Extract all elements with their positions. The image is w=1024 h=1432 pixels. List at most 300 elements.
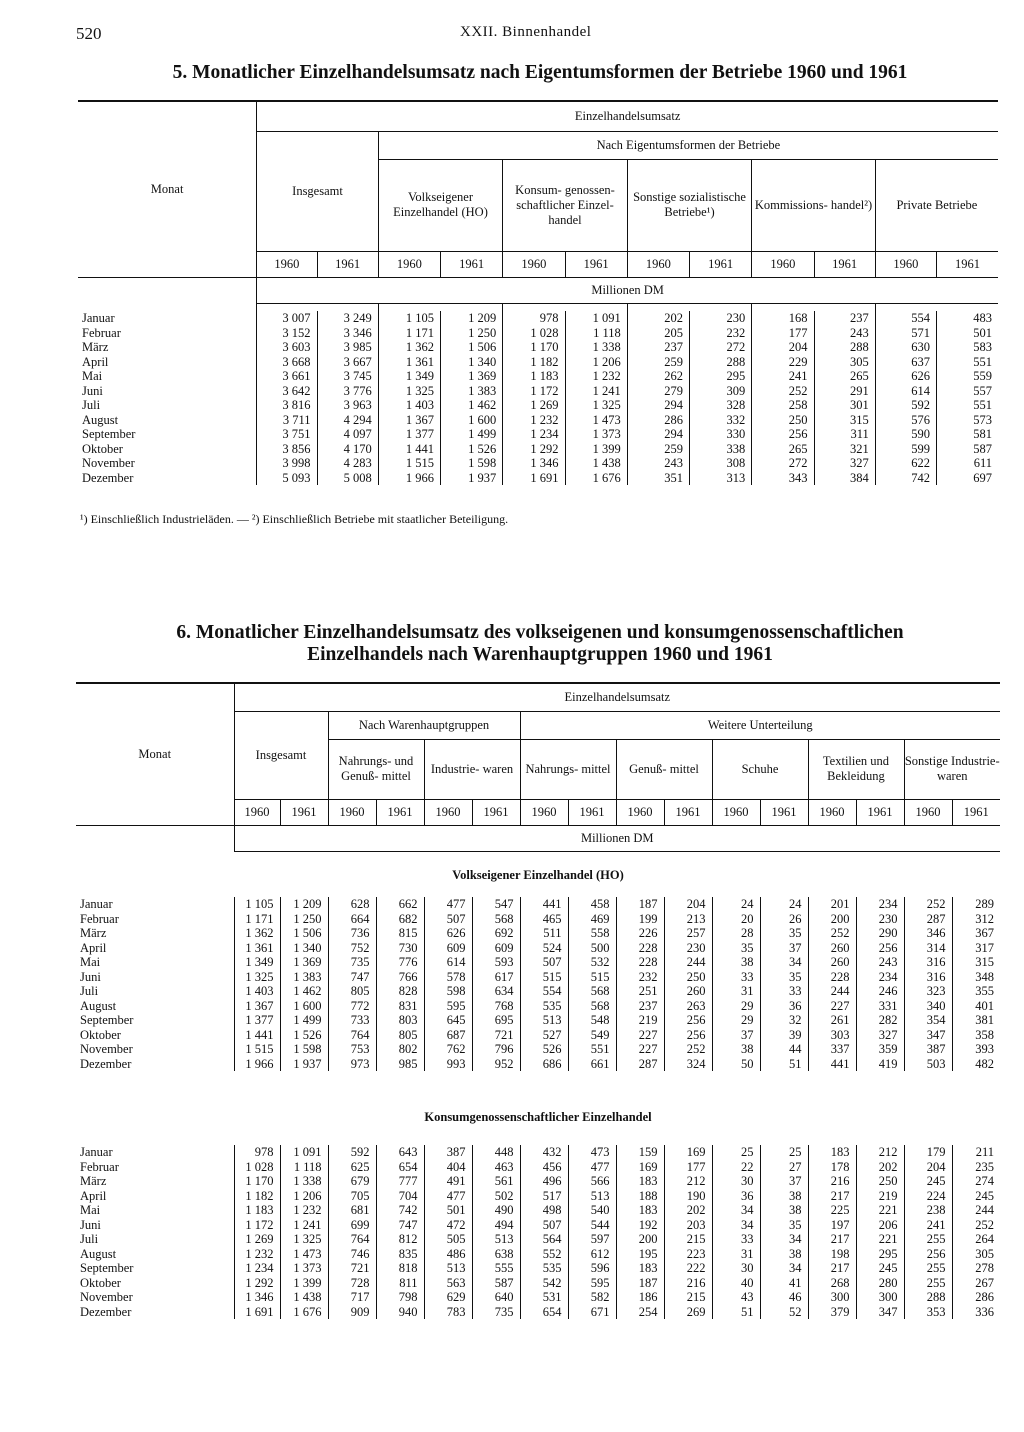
t6-year: 1961 xyxy=(376,799,424,825)
data-cell: 526 xyxy=(520,1042,568,1057)
data-cell: 346 xyxy=(904,926,952,941)
data-cell: 227 xyxy=(808,999,856,1014)
data-cell: 274 xyxy=(975,1174,995,1189)
data-cell: 578 xyxy=(424,970,472,985)
data-cell: 303 xyxy=(808,1028,856,1043)
data-cell: 1 171 xyxy=(234,912,280,927)
data-cell: 507 xyxy=(424,912,472,927)
data-cell: 159 xyxy=(616,1145,664,1160)
data-cell: 232 xyxy=(616,970,664,985)
data-cell: 245 xyxy=(975,1188,995,1203)
data-cell: 513 xyxy=(568,1189,616,1204)
table-row xyxy=(76,1232,1000,1247)
data-cell: 1 399 xyxy=(280,1276,328,1291)
data-cell: 1 600 xyxy=(280,999,328,1014)
month-label: Oktober xyxy=(80,1027,121,1042)
t6-year: 1960 xyxy=(808,799,856,825)
data-cell: 1 506 xyxy=(280,926,328,941)
month-label: August xyxy=(82,412,119,427)
data-cell: 634 xyxy=(472,984,520,999)
data-cell: 36 xyxy=(760,999,808,1014)
data-cell: 38 xyxy=(712,955,760,970)
data-cell: 250 xyxy=(664,970,712,985)
table-row xyxy=(78,456,998,471)
t6-year: 1960 xyxy=(712,799,760,825)
month-label: Februar xyxy=(80,911,119,926)
data-cell: 736 xyxy=(328,926,376,941)
data-cell: 697 xyxy=(973,470,992,485)
section-heading-konsum: Konsumgenossenschaftlicher Einzelhandel xyxy=(424,1109,652,1124)
table-row xyxy=(76,970,1000,985)
t5-header-ho: Volkseigener Einzelhandel (HO) xyxy=(378,159,503,251)
data-cell: 33 xyxy=(760,984,808,999)
data-cell: 573 xyxy=(973,412,992,427)
data-cell: 30 xyxy=(712,1261,760,1276)
data-cell: 309 xyxy=(690,384,752,399)
data-cell: 39 xyxy=(760,1028,808,1043)
data-cell: 38 xyxy=(712,1042,760,1057)
data-cell: 551 xyxy=(973,398,992,413)
data-cell: 288 xyxy=(904,1290,952,1305)
data-cell: 347 xyxy=(856,1305,904,1320)
month-label: März xyxy=(80,926,107,941)
data-cell: 1 340 xyxy=(280,941,328,956)
data-cell: 705 xyxy=(328,1189,376,1204)
data-cell: 3 985 xyxy=(317,340,378,355)
data-cell: 985 xyxy=(376,1057,424,1072)
data-cell: 347 xyxy=(904,1028,952,1043)
data-cell: 206 xyxy=(856,1218,904,1233)
data-cell: 37 xyxy=(712,1028,760,1043)
data-cell: 300 xyxy=(856,1290,904,1305)
data-cell: 312 xyxy=(975,911,995,926)
t6-body xyxy=(76,851,1000,1319)
data-cell: 177 xyxy=(752,326,814,341)
data-cell: 1 232 xyxy=(503,413,565,428)
data-cell: 592 xyxy=(875,398,936,413)
data-cell: 291 xyxy=(814,384,875,399)
data-cell: 226 xyxy=(616,926,664,941)
data-cell: 1 373 xyxy=(565,427,627,442)
data-cell: 30 xyxy=(712,1174,760,1189)
data-cell: 517 xyxy=(520,1189,568,1204)
data-cell: 835 xyxy=(376,1247,424,1262)
table-row xyxy=(76,912,1000,927)
data-cell: 3 816 xyxy=(257,398,317,413)
data-cell: 1 676 xyxy=(280,1305,328,1320)
data-cell: 818 xyxy=(376,1261,424,1276)
data-cell: 717 xyxy=(328,1290,376,1305)
data-cell: 1 462 xyxy=(280,984,328,999)
table6 xyxy=(76,682,1000,1319)
data-cell: 805 xyxy=(328,984,376,999)
data-cell: 241 xyxy=(752,369,814,384)
data-cell: 811 xyxy=(376,1276,424,1291)
data-cell: 404 xyxy=(424,1160,472,1175)
table-row xyxy=(76,1057,1000,1072)
data-cell: 261 xyxy=(808,1013,856,1028)
data-cell: 202 xyxy=(627,311,689,326)
table-row xyxy=(78,340,998,355)
data-cell: 311 xyxy=(814,427,875,442)
data-cell: 33 xyxy=(712,1232,760,1247)
data-cell: 35 xyxy=(760,926,808,941)
t5-header-kommission: Kommissions- handel²) xyxy=(752,159,876,251)
data-cell: 4 170 xyxy=(317,442,378,457)
data-cell: 568 xyxy=(568,999,616,1014)
data-cell: 1 399 xyxy=(565,442,627,457)
data-cell: 250 xyxy=(856,1174,904,1189)
data-cell: 244 xyxy=(975,1203,995,1218)
data-cell: 747 xyxy=(376,1218,424,1233)
data-cell: 1 206 xyxy=(565,355,627,370)
data-cell: 260 xyxy=(808,941,856,956)
data-cell: 255 xyxy=(904,1232,952,1247)
data-cell: 258 xyxy=(752,398,814,413)
data-cell: 190 xyxy=(664,1189,712,1204)
month-label: Dezember xyxy=(80,1304,132,1319)
data-cell: 978 xyxy=(503,311,565,326)
data-cell: 1 028 xyxy=(503,326,565,341)
data-cell: 178 xyxy=(808,1160,856,1175)
data-cell: 513 xyxy=(520,1013,568,1028)
data-cell: 552 xyxy=(520,1247,568,1262)
table-row xyxy=(78,398,998,413)
data-cell: 183 xyxy=(616,1174,664,1189)
data-cell: 227 xyxy=(616,1042,664,1057)
data-cell: 1 362 xyxy=(234,926,280,941)
t5-header-konsum: Konsum- genossen- schaftlicher Einzel- handel xyxy=(503,159,628,251)
data-cell: 265 xyxy=(814,369,875,384)
data-cell: 1 403 xyxy=(378,398,440,413)
t6-year: 1960 xyxy=(234,799,280,825)
data-cell: 52 xyxy=(760,1305,808,1320)
data-cell: 1 206 xyxy=(280,1189,328,1204)
data-cell: 38 xyxy=(760,1189,808,1204)
data-cell: 805 xyxy=(376,1028,424,1043)
data-cell: 323 xyxy=(904,984,952,999)
data-cell: 287 xyxy=(904,912,952,927)
table-row xyxy=(76,999,1000,1014)
t5-year: 1961 xyxy=(317,251,378,277)
data-cell: 315 xyxy=(814,413,875,428)
data-cell: 348 xyxy=(975,969,995,984)
data-cell: 1 292 xyxy=(503,442,565,457)
data-cell: 237 xyxy=(814,311,875,326)
data-cell: 909 xyxy=(328,1305,376,1320)
data-cell: 31 xyxy=(712,984,760,999)
data-cell: 1 937 xyxy=(441,471,503,486)
data-cell: 245 xyxy=(904,1174,952,1189)
data-cell: 472 xyxy=(424,1218,472,1233)
data-cell: 198 xyxy=(808,1247,856,1262)
t6-year: 1960 xyxy=(328,799,376,825)
data-cell: 1 598 xyxy=(280,1042,328,1057)
month-label: Juli xyxy=(80,984,99,999)
data-cell: 177 xyxy=(664,1160,712,1175)
data-cell: 515 xyxy=(568,970,616,985)
t6-year: 1961 xyxy=(568,799,616,825)
data-cell: 244 xyxy=(808,984,856,999)
data-cell: 490 xyxy=(472,1203,520,1218)
data-cell: 38 xyxy=(760,1247,808,1262)
data-cell: 532 xyxy=(568,955,616,970)
month-label: Oktober xyxy=(80,1275,121,1290)
data-cell: 3 745 xyxy=(317,369,378,384)
data-cell: 387 xyxy=(904,1042,952,1057)
data-cell: 730 xyxy=(376,941,424,956)
data-cell: 587 xyxy=(472,1276,520,1291)
data-cell: 203 xyxy=(664,1218,712,1233)
data-cell: 682 xyxy=(376,912,424,927)
table-row xyxy=(76,926,1000,941)
data-cell: 515 xyxy=(520,970,568,985)
data-cell: 36 xyxy=(712,1189,760,1204)
data-cell: 568 xyxy=(568,984,616,999)
data-cell: 1 362 xyxy=(378,340,440,355)
data-cell: 256 xyxy=(904,1247,952,1262)
data-cell: 625 xyxy=(328,1160,376,1175)
data-cell: 1 338 xyxy=(280,1174,328,1189)
table-row xyxy=(76,1042,1000,1057)
data-cell: 1 403 xyxy=(234,984,280,999)
data-cell: 1 241 xyxy=(565,384,627,399)
table-row xyxy=(78,311,998,326)
data-cell: 692 xyxy=(472,926,520,941)
data-cell: 1 377 xyxy=(378,427,440,442)
data-cell: 260 xyxy=(808,955,856,970)
t6-year: 1960 xyxy=(616,799,664,825)
data-cell: 626 xyxy=(424,926,472,941)
data-cell: 721 xyxy=(328,1261,376,1276)
data-cell: 1 340 xyxy=(441,355,503,370)
data-cell: 217 xyxy=(808,1232,856,1247)
t6-header-warenhauptgruppen: Nach Warenhauptgruppen xyxy=(328,711,520,739)
data-cell: 1 325 xyxy=(234,970,280,985)
data-cell: 29 xyxy=(712,1013,760,1028)
data-cell: 940 xyxy=(376,1305,424,1320)
data-cell: 1 526 xyxy=(280,1028,328,1043)
data-cell: 197 xyxy=(808,1218,856,1233)
data-cell: 313 xyxy=(690,471,752,486)
table-row xyxy=(76,1305,1000,1320)
data-cell: 1 361 xyxy=(378,355,440,370)
data-cell: 263 xyxy=(664,999,712,1014)
section-heading-ho: Volkseigener Einzelhandel (HO) xyxy=(452,868,624,883)
t6-header-weitere-unterteilung: Weitere Unterteilung xyxy=(520,711,1000,739)
data-cell: 256 xyxy=(664,1013,712,1028)
data-cell: 465 xyxy=(520,912,568,927)
data-cell: 51 xyxy=(760,1057,808,1072)
month-label: Juli xyxy=(80,1232,99,1247)
data-cell: 230 xyxy=(690,311,752,326)
data-cell: 202 xyxy=(664,1203,712,1218)
t6-year: 1961 xyxy=(472,799,520,825)
data-cell: 1 526 xyxy=(441,442,503,457)
data-cell: 216 xyxy=(808,1174,856,1189)
data-cell: 234 xyxy=(856,970,904,985)
data-cell: 494 xyxy=(472,1218,520,1233)
data-cell: 753 xyxy=(328,1042,376,1057)
table-row xyxy=(78,369,998,384)
data-cell: 1 438 xyxy=(565,456,627,471)
data-cell: 547 xyxy=(472,897,520,912)
data-cell: 802 xyxy=(376,1042,424,1057)
data-cell: 1 172 xyxy=(234,1218,280,1233)
data-cell: 1 091 xyxy=(280,1145,328,1160)
month-label: Juni xyxy=(80,969,101,984)
data-cell: 609 xyxy=(472,941,520,956)
data-cell: 321 xyxy=(814,442,875,457)
month-label: Dezember xyxy=(82,470,134,485)
data-cell: 387 xyxy=(424,1145,472,1160)
t6-year: 1961 xyxy=(280,799,328,825)
data-cell: 256 xyxy=(856,941,904,956)
data-cell: 662 xyxy=(376,897,424,912)
data-cell: 290 xyxy=(856,926,904,941)
data-cell: 224 xyxy=(904,1189,952,1204)
t6-year: 1961 xyxy=(664,799,712,825)
data-cell: 3 668 xyxy=(257,355,317,370)
data-cell: 733 xyxy=(328,1013,376,1028)
data-cell: 1 600 xyxy=(441,413,503,428)
data-cell: 1 373 xyxy=(280,1261,328,1276)
data-cell: 1 250 xyxy=(441,326,503,341)
data-cell: 243 xyxy=(627,456,689,471)
data-cell: 555 xyxy=(472,1261,520,1276)
data-cell: 358 xyxy=(975,1027,995,1042)
data-cell: 598 xyxy=(424,984,472,999)
t5-header-insgesamt: Insgesamt xyxy=(257,131,379,251)
data-cell: 308 xyxy=(690,456,752,471)
data-cell: 3 711 xyxy=(257,413,317,428)
data-cell: 5 093 xyxy=(257,471,317,486)
data-cell: 34 xyxy=(712,1218,760,1233)
data-cell: 24 xyxy=(712,897,760,912)
data-cell: 596 xyxy=(568,1261,616,1276)
t6-header-insgesamt: Insgesamt xyxy=(234,711,328,799)
data-cell: 582 xyxy=(568,1290,616,1305)
data-cell: 1 118 xyxy=(565,326,627,341)
data-cell: 324 xyxy=(664,1057,712,1072)
data-cell: 179 xyxy=(904,1145,952,1160)
table-row xyxy=(76,1013,1000,1028)
data-cell: 241 xyxy=(904,1218,952,1233)
table-row xyxy=(76,1174,1000,1189)
data-cell: 3 776 xyxy=(317,384,378,399)
data-cell: 535 xyxy=(520,999,568,1014)
data-cell: 776 xyxy=(376,955,424,970)
data-cell: 35 xyxy=(760,970,808,985)
data-cell: 1 234 xyxy=(234,1261,280,1276)
table-row xyxy=(76,1189,1000,1204)
data-cell: 5 008 xyxy=(317,471,378,486)
data-cell: 1 346 xyxy=(234,1290,280,1305)
data-cell: 4 283 xyxy=(317,456,378,471)
data-cell: 746 xyxy=(328,1247,376,1262)
data-cell: 609 xyxy=(424,941,472,956)
month-label: Januar xyxy=(80,897,113,912)
t5-year: 1960 xyxy=(378,251,440,277)
table-row xyxy=(76,897,1000,912)
data-cell: 315 xyxy=(975,955,995,970)
data-cell: 256 xyxy=(752,427,814,442)
data-cell: 353 xyxy=(904,1305,952,1320)
data-cell: 216 xyxy=(664,1276,712,1291)
data-cell: 327 xyxy=(814,456,875,471)
data-cell: 1 361 xyxy=(234,941,280,956)
data-cell: 612 xyxy=(568,1247,616,1262)
data-cell: 204 xyxy=(752,340,814,355)
data-cell: 272 xyxy=(752,456,814,471)
month-label: Mai xyxy=(80,1203,101,1218)
data-cell: 993 xyxy=(424,1057,472,1072)
t6-header-genussmittel: Genuß- mittel xyxy=(616,739,712,799)
data-cell: 798 xyxy=(376,1290,424,1305)
data-cell: 796 xyxy=(472,1042,520,1057)
data-cell: 581 xyxy=(973,427,992,442)
data-cell: 419 xyxy=(856,1057,904,1072)
data-cell: 46 xyxy=(760,1290,808,1305)
data-cell: 735 xyxy=(328,955,376,970)
data-cell: 250 xyxy=(752,413,814,428)
month-label: November xyxy=(80,1042,133,1057)
data-cell: 343 xyxy=(752,471,814,486)
data-cell: 503 xyxy=(904,1057,952,1072)
t5-year: 1961 xyxy=(814,251,875,277)
data-cell: 332 xyxy=(690,413,752,428)
data-cell: 238 xyxy=(904,1203,952,1218)
data-cell: 384 xyxy=(814,471,875,486)
data-cell: 1 369 xyxy=(441,369,503,384)
data-cell: 168 xyxy=(752,311,814,326)
t6-header-industriewaren: Industrie- waren xyxy=(424,739,520,799)
table-row xyxy=(76,1276,1000,1291)
data-cell: 38 xyxy=(760,1203,808,1218)
data-cell: 217 xyxy=(808,1189,856,1204)
data-cell: 37 xyxy=(760,941,808,956)
month-label: Februar xyxy=(80,1159,119,1174)
data-cell: 200 xyxy=(808,912,856,927)
data-cell: 1 966 xyxy=(378,471,440,486)
data-cell: 217 xyxy=(808,1261,856,1276)
data-cell: 592 xyxy=(328,1145,376,1160)
data-cell: 458 xyxy=(568,897,616,912)
data-cell: 25 xyxy=(760,1145,808,1160)
data-cell: 803 xyxy=(376,1013,424,1028)
data-cell: 35 xyxy=(760,1218,808,1233)
data-cell: 1 269 xyxy=(234,1232,280,1247)
data-cell: 571 xyxy=(875,326,936,341)
data-cell: 626 xyxy=(875,369,936,384)
table-row xyxy=(78,427,998,442)
data-cell: 34 xyxy=(760,955,808,970)
data-cell: 219 xyxy=(616,1013,664,1028)
data-cell: 294 xyxy=(627,398,689,413)
data-cell: 169 xyxy=(664,1145,712,1160)
month-label: April xyxy=(80,940,107,955)
data-cell: 183 xyxy=(616,1203,664,1218)
data-cell: 225 xyxy=(808,1203,856,1218)
data-cell: 3 963 xyxy=(317,398,378,413)
t6-year: 1961 xyxy=(760,799,808,825)
month-label: Februar xyxy=(82,325,121,340)
data-cell: 473 xyxy=(568,1145,616,1160)
data-cell: 340 xyxy=(904,999,952,1014)
data-cell: 1 325 xyxy=(565,398,627,413)
t5-year: 1960 xyxy=(752,251,814,277)
data-cell: 212 xyxy=(856,1145,904,1160)
